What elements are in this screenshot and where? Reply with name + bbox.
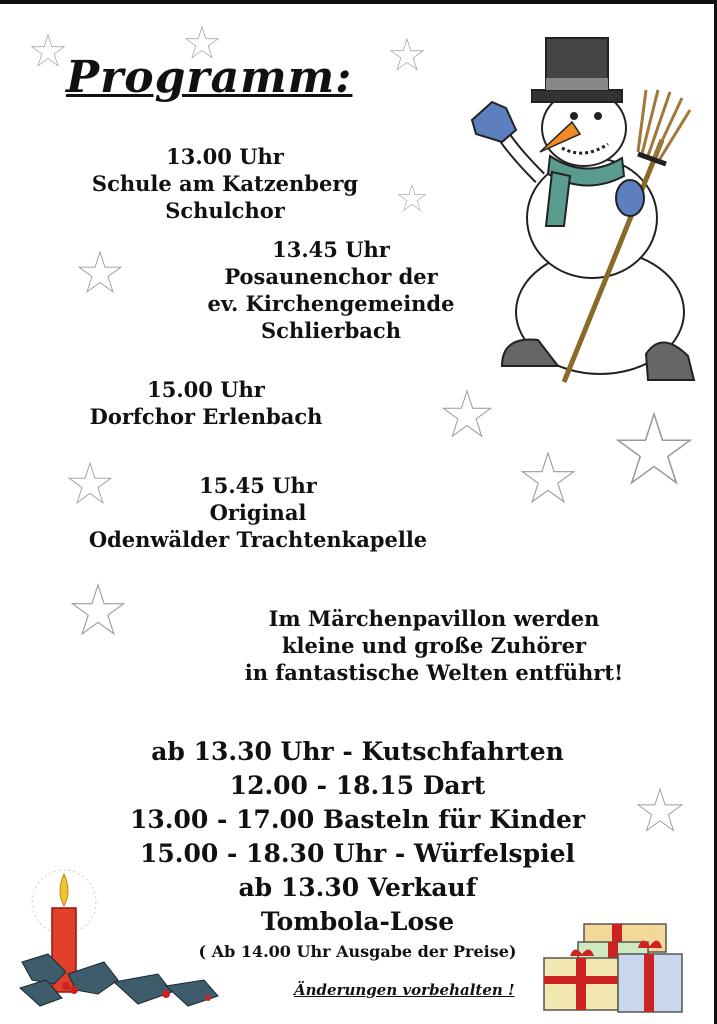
pavillon-notice: [208, 605, 660, 686]
program-line: 15.45 Uhr: [199, 473, 317, 498]
star-icon: [79, 252, 121, 292]
program-line: ev. Kirchengemeinde: [207, 291, 455, 316]
program-line: Odenwälder Trachtenkapelle: [88, 527, 428, 552]
star-icon: [618, 414, 690, 483]
program-line: 15.00 Uhr: [147, 377, 265, 402]
program-line: Posaunenchor der: [224, 264, 438, 289]
program-item: [56, 376, 356, 430]
activity-line: ab 13.30 Uhr - Kutschfahrten: [151, 737, 564, 766]
star-icon: [443, 391, 491, 436]
page-title: Programm:: [66, 52, 353, 103]
star-icon: [522, 453, 573, 502]
program-item: [60, 143, 390, 224]
program-line: 13.00 Uhr: [166, 144, 284, 169]
program-item: [40, 472, 476, 553]
star-icon: [32, 35, 64, 66]
disclaimer: Änderungen vorbehalten !: [294, 981, 515, 999]
program-line: Original: [209, 500, 307, 525]
activity-line: ab 13.30 Verkauf: [238, 873, 477, 902]
pavillon-line: kleine und große Zuhörer: [281, 633, 587, 658]
star-icon: [72, 585, 123, 634]
activities-list: [80, 735, 635, 963]
star-icon: [399, 185, 426, 210]
activity-line: 13.00 - 17.00 Basteln für Kinder: [129, 805, 586, 834]
star-icon: [391, 39, 423, 70]
program-item: [170, 236, 492, 344]
activity-line: 12.00 - 18.15 Dart: [229, 771, 486, 800]
program-line: Schulchor: [165, 198, 285, 223]
program-line: 13.45 Uhr: [272, 237, 390, 262]
prize-note: ( Ab 14.00 Uhr Ausgabe der Preise): [198, 942, 517, 961]
pavillon-line: in fantastische Welten entführt!: [244, 660, 624, 685]
star-icon: [638, 789, 682, 831]
program-line: Schlierbach: [261, 318, 401, 343]
program-line: Dorfchor Erlenbach: [89, 404, 323, 429]
snowman-icon: [462, 30, 702, 390]
program-line: Schule am Katzenberg: [91, 171, 359, 196]
pavillon-line: Im Märchenpavillon werden: [268, 606, 600, 631]
activity-line: 15.00 - 18.30 Uhr - Würfelspiel: [139, 839, 575, 868]
activity-line: Tombola-Lose: [260, 907, 455, 936]
